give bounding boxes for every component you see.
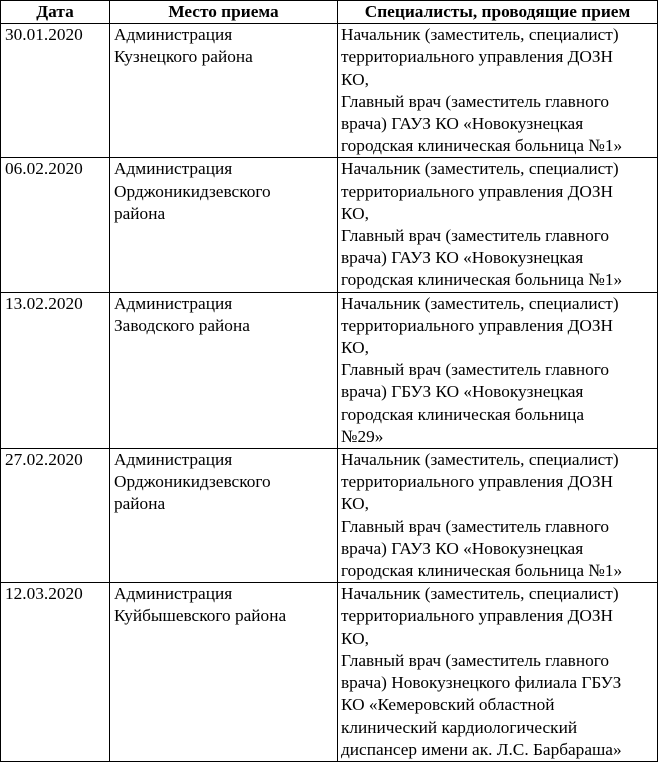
specialists-line: Начальник (заместитель, специалист) bbox=[341, 584, 619, 604]
specialists-line: Главный врач (заместитель главного bbox=[341, 91, 610, 111]
place-cell bbox=[110, 583, 338, 762]
place-cell bbox=[110, 292, 338, 448]
specialists-line: КО, bbox=[341, 338, 369, 358]
place-cell bbox=[110, 449, 338, 583]
place-line: Администрация bbox=[114, 450, 233, 470]
specialists-line: Начальник (заместитель, специалист) bbox=[341, 293, 619, 313]
specialists-line: территориального управления ДОЗН bbox=[341, 47, 614, 67]
specialists-line: врача) ГАУЗ КО «Новокузнецкая bbox=[341, 538, 584, 558]
specialists-line: КО, bbox=[341, 69, 369, 89]
specialists-line: Начальник (заместитель, специалист) bbox=[341, 450, 619, 470]
specialists-line: городская клиническая больница №1» bbox=[341, 136, 623, 156]
specialists-line: Главный врач (заместитель главного bbox=[341, 650, 610, 670]
specialists-line: КО, bbox=[341, 494, 369, 514]
specialists-line: Начальник (заместитель, специалист) bbox=[341, 25, 619, 45]
place-line: района bbox=[114, 203, 166, 223]
specialists-cell bbox=[338, 24, 658, 158]
specialists-line: диспансер имени ак. Л.С. Барбараша» bbox=[341, 739, 622, 759]
specialists-line: врача) ГБУЗ КО «Новокузнецкая bbox=[341, 382, 584, 402]
date-cell: 06.02.2020 bbox=[1, 158, 110, 292]
specialists-line: территориального управления ДОЗН bbox=[341, 181, 614, 201]
header-specialists: Специалисты, проводящие прием bbox=[338, 1, 658, 24]
table-row bbox=[1, 449, 658, 583]
specialists-line: городская клиническая больница №1» bbox=[341, 561, 623, 581]
table-row bbox=[1, 583, 658, 762]
table-row bbox=[1, 24, 658, 158]
place-line: Администрация bbox=[114, 25, 233, 45]
specialists-line: врача) ГАУЗ КО «Новокузнецкая bbox=[341, 114, 584, 134]
specialists-line: городская клиническая больница bbox=[341, 404, 585, 424]
place-cell bbox=[110, 158, 338, 292]
specialists-cell bbox=[338, 292, 658, 448]
specialists-cell bbox=[338, 158, 658, 292]
date-cell: 27.02.2020 bbox=[1, 449, 110, 583]
table-header-row bbox=[1, 1, 658, 24]
specialists-line: №29» bbox=[341, 426, 384, 446]
specialists-line: КО «Кемеровский областной bbox=[341, 695, 555, 715]
place-line: района bbox=[114, 494, 166, 514]
place-line: Администрация bbox=[114, 584, 233, 604]
place-line: Администрация bbox=[114, 159, 233, 179]
specialists-line: КО, bbox=[341, 628, 369, 648]
specialists-line: Главный врач (заместитель главного bbox=[341, 360, 610, 380]
place-line: Заводского района bbox=[114, 315, 250, 335]
specialists-line: клинический кардиологический bbox=[341, 717, 578, 737]
specialists-line: КО, bbox=[341, 203, 369, 223]
specialists-cell bbox=[338, 583, 658, 762]
specialists-line: территориального управления ДОЗН bbox=[341, 472, 614, 492]
date-cell: 13.02.2020 bbox=[1, 292, 110, 448]
specialists-cell bbox=[338, 449, 658, 583]
table-body bbox=[1, 24, 658, 762]
table-row bbox=[1, 158, 658, 292]
date-cell: 30.01.2020 bbox=[1, 24, 110, 158]
place-line: Куйбышевского района bbox=[114, 606, 287, 626]
table-row bbox=[1, 292, 658, 448]
date-cell: 12.03.2020 bbox=[1, 583, 110, 762]
specialists-line: городская клиническая больница №1» bbox=[341, 270, 623, 290]
place-line: Орджоникидзевского bbox=[114, 472, 271, 492]
header-date: Дата bbox=[1, 1, 110, 24]
specialists-line: Начальник (заместитель, специалист) bbox=[341, 159, 619, 179]
header-place: Место приема bbox=[110, 1, 338, 24]
specialists-line: Главный врач (заместитель главного bbox=[341, 226, 610, 246]
specialists-line: врача) ГАУЗ КО «Новокузнецкая bbox=[341, 248, 584, 268]
place-line: Кузнецкого района bbox=[114, 47, 253, 67]
specialists-line: территориального управления ДОЗН bbox=[341, 606, 614, 626]
place-line: Администрация bbox=[114, 293, 233, 313]
specialists-line: территориального управления ДОЗН bbox=[341, 315, 614, 335]
place-line: Орджоникидзевского bbox=[114, 181, 271, 201]
place-cell bbox=[110, 24, 338, 158]
specialists-line: Главный врач (заместитель главного bbox=[341, 516, 610, 536]
specialists-line: врача) Новокузнецкого филиала ГБУЗ bbox=[341, 673, 622, 693]
